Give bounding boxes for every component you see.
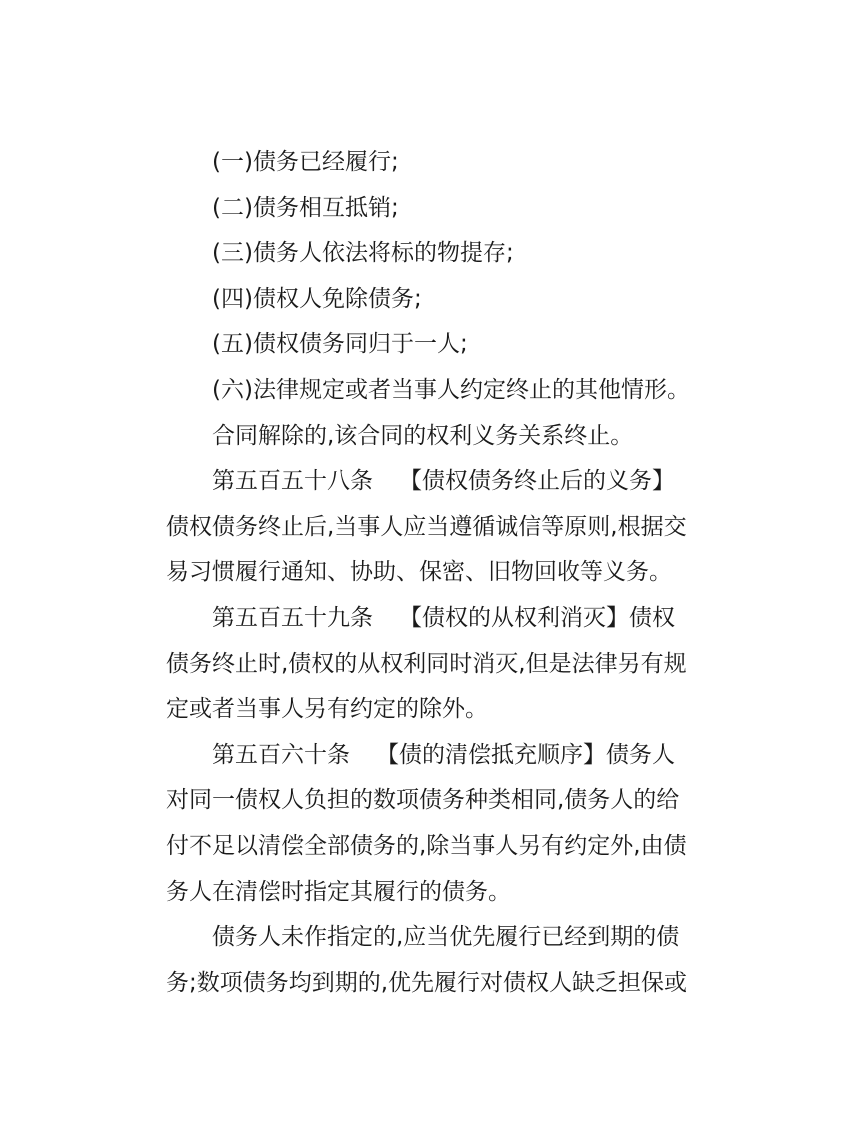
article-number: 第五百五十八条 — [212, 468, 373, 495]
article-560 — [166, 733, 696, 915]
article-number: 第五百五十九条 — [212, 604, 373, 631]
contract-rescission-paragraph: 合同解除的,该合同的权利义务关系终止。 — [212, 422, 634, 449]
document-body — [166, 140, 696, 1006]
article-number: 第五百六十条 — [212, 741, 350, 768]
article-title: 【债的清偿抵充顺序】 — [376, 741, 606, 768]
list-item: (三)债务人依法将标的物提存; — [212, 240, 514, 267]
article-559 — [166, 596, 696, 733]
article-body: 债权债务终止后,当事人应当遵循诚信等原则,根据交易习惯履行通知、协助、保密、旧物回收等义务。 — [166, 513, 687, 586]
list-item: (五)债权债务同归于一人; — [212, 331, 468, 358]
list-item: (一)债务已经履行; — [212, 149, 399, 175]
article-558 — [166, 459, 696, 596]
list-item: (六)法律规定或者当事人约定终止的其他情形。 — [212, 376, 690, 403]
article-body: 债务人对同一债权人负担的数项债务种类相同,债务人的给付不足以清偿全部债务的,除当事人另有约定外,由债务人在清偿时指定其履行的债务。 — [166, 741, 687, 905]
list-item: (四)债权人免除债务; — [212, 285, 422, 312]
article-title: 【债权债务终止后的义务】 — [399, 468, 675, 495]
article-body: 债权债务终止时,债权的从权利同时消灭,但是法律另有规定或者当事人另有约定的除外。 — [166, 604, 687, 723]
continuation-paragraph: 债务人未作指定的,应当优先履行已经到期的债务;数项债务均到期的,优先履行对债权人缺乏担保或 — [166, 924, 688, 996]
article-title: 【债权的从权利消灭】 — [399, 604, 629, 631]
list-item: (二)债务相互抵销; — [212, 194, 399, 221]
